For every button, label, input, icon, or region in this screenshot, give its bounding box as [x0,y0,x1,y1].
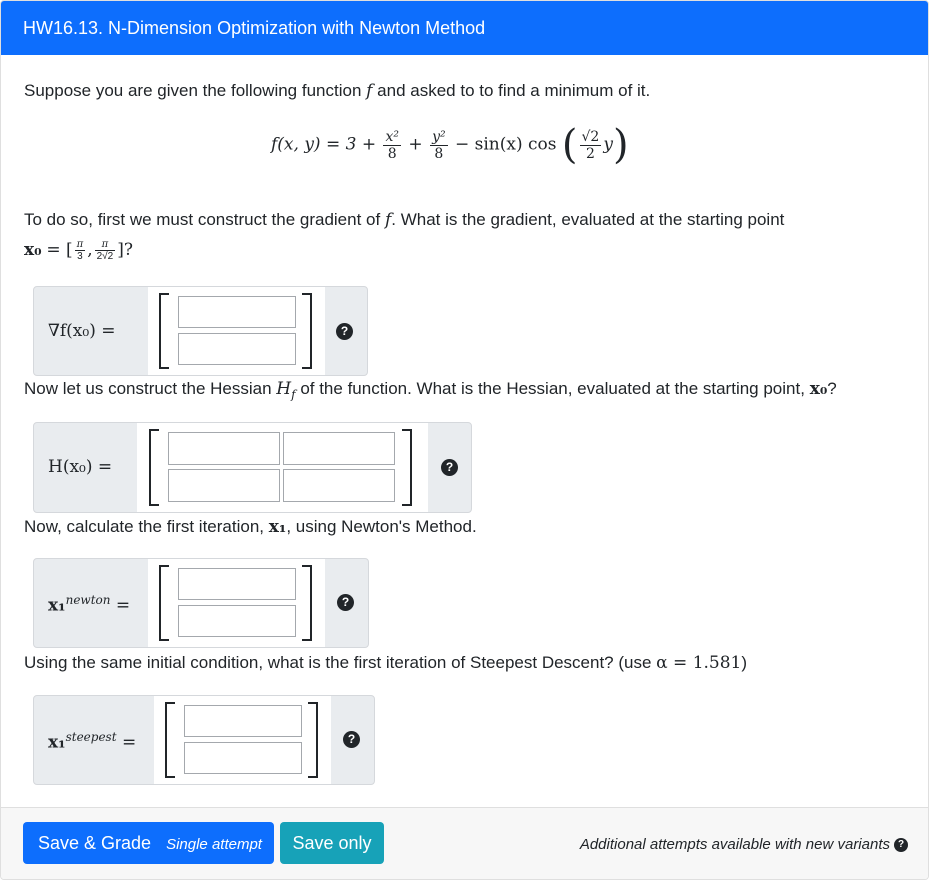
newton-help-icon[interactable]: ? [337,594,354,611]
gradient-prompt: To do so, first we must construct the gradient of f. What is the gradient, evaluated at the starting point [24,210,785,230]
hessian-input-21[interactable] [168,469,280,502]
function-equation: f(x, y) = 3 + $\frac{\text{x²}}{8}$ + $\frac{\text{y²}}{8}$ − sin(x) cos ( $\frac{√2}{2}$ y) [271,122,629,168]
steepest-input-2[interactable] [184,742,302,774]
newton-prompt: Now, calculate the first iteration, x₁, using Newton's Method. [24,517,477,537]
hessian-input-11[interactable] [168,432,280,465]
save-only-button[interactable]: Save only [280,822,384,864]
gradient-input-group [33,286,368,376]
newton-label: x₁$^{newton}$ = [48,593,131,616]
steepest-input-group [33,695,375,785]
attempts-note: Additional attempts available with new variants ? [580,836,908,853]
steepest-label: x₁$^{steepest}$ = [48,730,137,753]
hessian-input-12[interactable] [283,432,395,465]
hessian-input-22[interactable] [283,469,395,502]
steepest-input-1[interactable] [184,705,302,737]
intro-text: Suppose you are given the following function f and asked to to find a minimum of it. [24,81,651,101]
gradient-help-icon[interactable]: ? [336,323,353,340]
hessian-help-icon[interactable]: ? [441,459,458,476]
attempts-help-icon[interactable]: ? [894,838,908,852]
card-footer [1,807,928,880]
gradient-input-1[interactable] [178,296,296,328]
starting-point: x₀ = [ $\frac{\pi}{3}$ , $\frac{\pi}{2√2}$ ]? [24,239,133,262]
newton-input-1[interactable] [178,568,296,600]
gradient-label: ∇f(x₀) = [48,321,116,341]
hessian-prompt: Now let us construct the Hessian $H_f$ of the function. What is the Hessian, evaluated at the starting point, x₀? [24,379,837,402]
newton-input-group [33,558,369,648]
steepest-help-icon[interactable]: ? [343,731,360,748]
newton-input-2[interactable] [178,605,296,637]
gradient-input-2[interactable] [178,333,296,365]
hessian-label: H(x₀) = [48,457,113,477]
steepest-prompt: Using the same initial condition, what is the first iteration of Steepest Descent? (use α = 1.581) [24,653,748,673]
hessian-input-group [33,422,472,513]
card-header [1,1,928,55]
question-title: HW16.13. N-Dimension Optimization with Newton Method [23,18,486,38]
single-attempt-label: Single attempt [166,836,262,853]
save-grade-button[interactable]: Save & Grade Single attempt [23,822,274,864]
